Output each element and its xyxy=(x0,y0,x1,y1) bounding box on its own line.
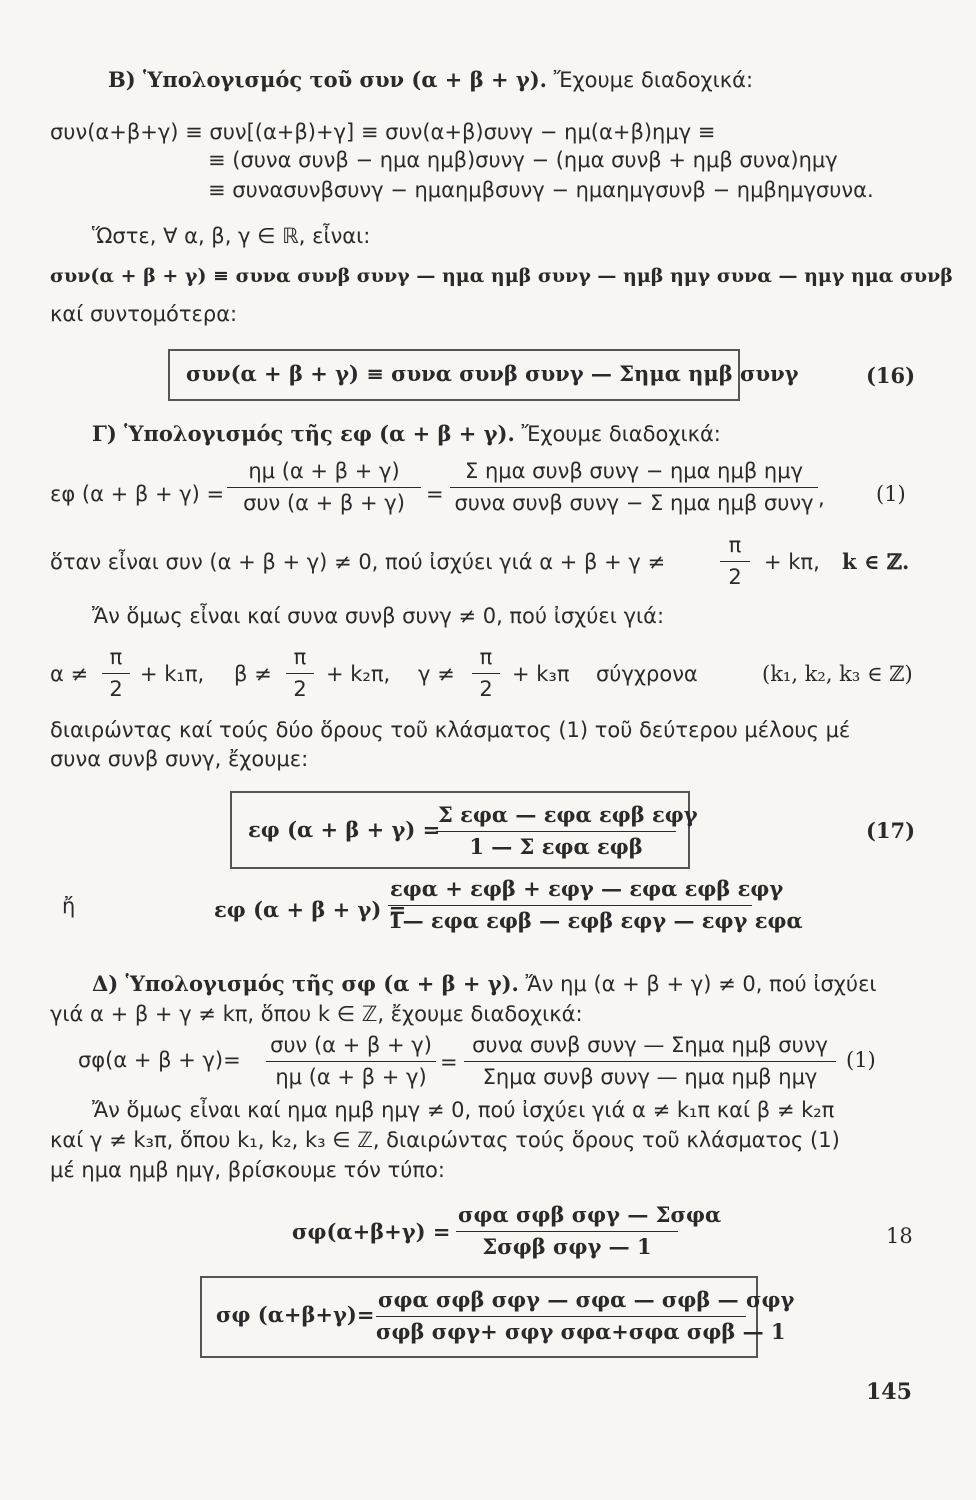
cot-boxed-formula xyxy=(200,1276,795,1358)
cos-sum-step-1: συν(α+β+γ) ≡ συν[(α+β)+γ] ≡ συν(α+β)συνγ − ημ(α+β)ημγ ≡ xyxy=(50,120,716,144)
equation-number-16: (16) xyxy=(866,363,916,388)
dividing-text-line-1: διαιρώντας καί τούς δύο ὅρους τοῦ κλάσματος (1) τοῦ δεύτερου μέλους μέ xyxy=(50,718,851,742)
if-also-cos-product: Ἄν ὅμως εἶναι καί συνα συνβ συνγ ≠ 0, πού ἰσχύει γιά: xyxy=(92,604,665,628)
tan-fraction-sin-cos xyxy=(227,458,421,516)
section-b-heading: Β) Ὑπολογισμός τοῦ συν (α + β + γ). xyxy=(108,67,547,92)
plus-k3-pi: + k₃π xyxy=(512,662,570,686)
condition-cos-nonzero: ὅταν εἶναι συν (α + β + γ) ≠ 0, πού ἰσχύει γιά α + β + γ ≠ xyxy=(50,550,666,574)
pi-numerator: π xyxy=(720,532,750,562)
formula-17-lhs: εφ (α + β + γ) = xyxy=(248,817,441,842)
section-g-intro: Ἔχουμε διαδοχικά: xyxy=(514,422,721,446)
alt-formula-numerator: εφα + εφβ + εφγ — εφα εφβ εφγ xyxy=(388,876,752,906)
cond-beta: β ≠ xyxy=(234,662,272,686)
pi-numerator-alpha: π xyxy=(102,644,130,674)
equation-number-1-tan: (1) xyxy=(876,482,906,506)
cot-paragraph-line-1: Ἄν ὅμως εἶναι καί ημα ημβ ημγ ≠ 0, πού ἰσχύει γιά α ≠ k₁π καί β ≠ k₂π xyxy=(92,1098,835,1122)
pi-over-2-alpha xyxy=(102,644,130,702)
alt-formula-denominator: 1— εφα εφβ — εφβ εφγ — εφγ εφα xyxy=(388,908,803,933)
cot-boxed-fraction xyxy=(376,1287,795,1345)
dividing-text-line-2: συνα συνβ συνγ, ἔχουμε: xyxy=(50,747,309,771)
formula-18-denominator: Σσφβ σφγ — 1 xyxy=(482,1234,652,1259)
section-d-title xyxy=(92,970,877,998)
plus-k-pi: + kπ, xyxy=(764,550,820,574)
for-all-statement: Ὥστε, ∀ α, β, γ ∈ ℝ, εἶναι: xyxy=(92,224,371,248)
cot-lhs: σφ(α + β + γ)= xyxy=(78,1048,241,1072)
formula-17-fraction xyxy=(436,802,698,860)
formula-16: συν(α + β + γ) ≡ συνα συνβ συνγ — Σημα ημβ συνγ xyxy=(186,361,799,386)
cos-sum-full-formula: συν(α + β + γ) ≡ συνα συνβ συνγ — ημα ημβ συνγ — ημβ ημγ συνα — ημγ ημα συνβ xyxy=(50,265,953,287)
formula-17-numerator: Σ εφα — εφα εφβ εφγ xyxy=(436,802,676,832)
pi-over-2-beta xyxy=(286,644,314,702)
equation-number-1-cot: (1) xyxy=(846,1048,876,1072)
simultaneously-text: σύγχρονα xyxy=(596,662,698,686)
tan-fraction-1-denominator: συν (α + β + γ) xyxy=(243,491,405,515)
cot-paragraph-line-2: καί γ ≠ k₃π, ὅπου k₁, k₂, k₃ ∈ ℤ, διαιρώντας τούς ὅρους τοῦ κλάσματος (1) xyxy=(50,1128,840,1152)
pi-numerator-gamma: π xyxy=(472,644,500,674)
cot-fraction-expanded xyxy=(464,1032,836,1090)
tan-fraction-2-numerator: Σ ημα συνβ συνγ − ημα ημβ ημγ xyxy=(450,458,818,488)
cot-boxed-numerator: σφα σφβ σφγ — σφα — σφβ — σφγ xyxy=(376,1287,746,1317)
cond-gamma: γ ≠ xyxy=(418,662,455,686)
cot-paragraph-line-3: μέ ημα ημβ ημγ, βρίσκουμε τόν τύπο: xyxy=(50,1158,445,1182)
formula-17-denominator: 1 — Σ εφα εφβ xyxy=(469,834,643,859)
pi-over-2-fraction xyxy=(720,532,750,590)
formula-18-lhs: σφ(α+β+γ) = xyxy=(292,1219,451,1244)
equals-sign: = xyxy=(426,482,444,506)
tan-lhs: εφ (α + β + γ) = xyxy=(50,482,225,506)
cot-fraction-2-denominator: Σημα συνβ συνγ — ημα ημβ ημγ xyxy=(482,1065,818,1089)
cos-sum-step-3: ≡ συνασυνβσυνγ − ημαημβσυνγ − ημαημγσυνβ − ημβημγσυνα. xyxy=(208,178,874,202)
section-b-intro: Ἔχουμε διαδοχικά: xyxy=(547,68,754,92)
tan-fraction-1-numerator: ημ (α + β + γ) xyxy=(227,458,421,488)
section-g-title xyxy=(92,420,721,448)
two-denominator-beta: 2 xyxy=(293,677,307,701)
equals-sign-cot: = xyxy=(440,1050,458,1074)
section-g-heading: Γ) Ὑπολογισμός τῆς εφ (α + β + γ). xyxy=(92,421,515,446)
plus-k2-pi: + k₂π, xyxy=(326,662,391,686)
two-denominator: 2 xyxy=(728,565,742,589)
tan-fraction-expanded xyxy=(450,458,818,516)
formula-18-numerator: σφα σφβ σφγ — Σσφα xyxy=(456,1202,678,1232)
cot-fraction-2-numerator: συνα συνβ συνγ — Σημα ημβ συνγ xyxy=(464,1032,836,1062)
cos-sum-step-2: ≡ (συνα συνβ − ημα ημβ)συνγ − (ημα συνβ + ημβ συνα)ημγ xyxy=(208,148,838,172)
plus-k1-pi: + k₁π, xyxy=(140,662,205,686)
cot-boxed-denominator: σφβ σφγ+ σφγ σφα+σφα σφβ — 1 xyxy=(376,1319,786,1344)
page-number: 145 xyxy=(866,1379,912,1405)
or-label: ἤ xyxy=(62,894,76,918)
equation-number-18: 18 xyxy=(886,1224,913,1248)
equation-number-17: (17) xyxy=(866,818,916,843)
k-in-integers: k ∈ ℤ. xyxy=(842,549,910,574)
cond-alpha: α ≠ xyxy=(50,662,89,686)
shorter-form-text: καί συντομότερα: xyxy=(50,302,238,326)
formula-18-fraction xyxy=(456,1202,722,1260)
section-d-heading: Δ) Ὑπολογισμός τῆς σφ (α + β + γ). xyxy=(92,971,519,996)
tan-fraction-2-denominator: συνα συνβ συνγ − Σ ημα ημβ συνγ xyxy=(454,491,814,515)
cot-fraction-1-denominator: ημ (α + β + γ) xyxy=(275,1065,427,1089)
two-denominator-gamma: 2 xyxy=(479,677,493,701)
section-b-title xyxy=(108,66,753,94)
formula-16-box xyxy=(168,349,799,401)
k-set-integers: (k₁, k₂, k₃ ∈ ℤ) xyxy=(762,662,913,686)
two-denominator-alpha: 2 xyxy=(109,677,123,701)
cot-fraction-cos-sin xyxy=(266,1032,436,1090)
alt-formula-lhs: εφ (α + β + γ) = xyxy=(214,897,407,922)
formula-17-box xyxy=(230,791,698,869)
pi-numerator-beta: π xyxy=(286,644,314,674)
cot-boxed-lhs: σφ (α+β+γ)= xyxy=(216,1302,375,1327)
section-d-condition: γιά α + β + γ ≠ kπ, ὅπου k ∈ ℤ, ἔχουμε διαδοχικά: xyxy=(50,1002,583,1026)
comma: , xyxy=(818,486,825,510)
cot-fraction-1-numerator: συν (α + β + γ) xyxy=(266,1032,436,1062)
pi-over-2-gamma xyxy=(472,644,500,702)
section-d-intro: Ἄν ημ (α + β + γ) ≠ 0, πού ἰσχύει xyxy=(518,972,877,996)
alt-formula-fraction xyxy=(388,876,803,934)
